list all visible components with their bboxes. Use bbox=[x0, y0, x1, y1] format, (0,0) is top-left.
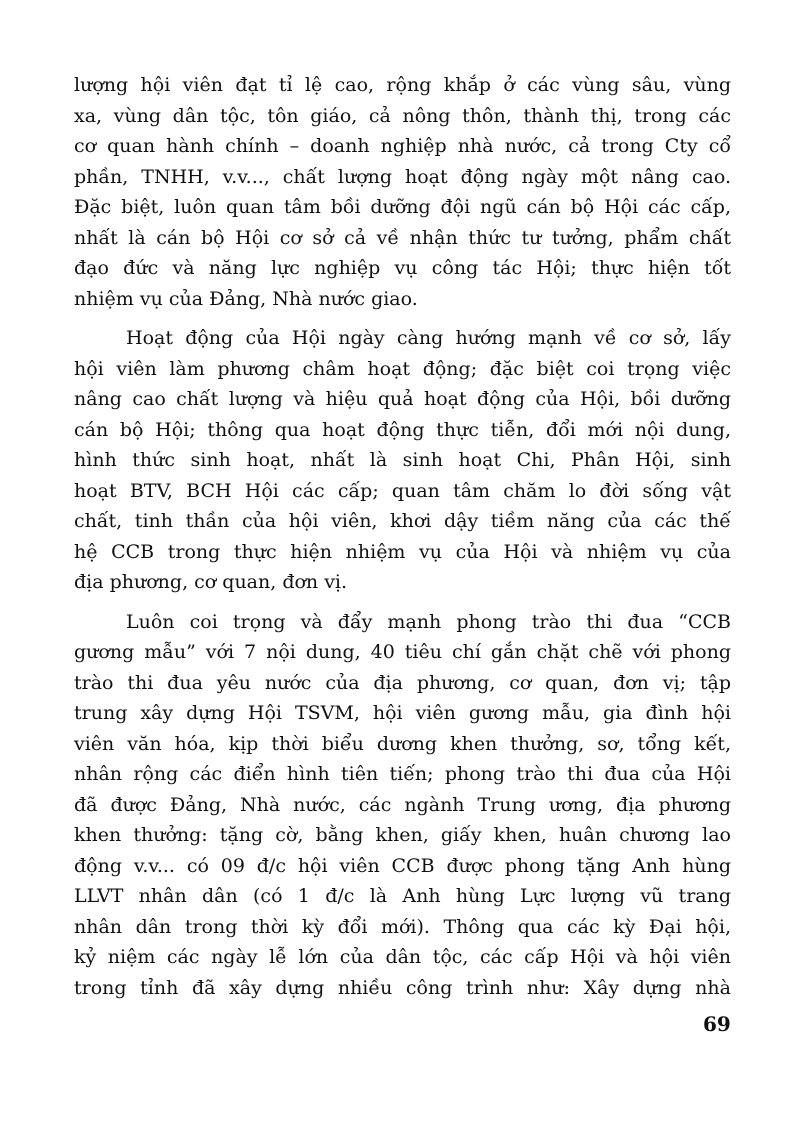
text-line: nhân dân trong thời kỳ đổi mới). Thông qua các kỳ Đại hội, bbox=[74, 915, 731, 938]
text-line: Luôn coi trọng và đẩy mạnh phong trào thi đua “CCB bbox=[126, 610, 731, 633]
text-line: kỷ niệm các ngày lễ lớn của dân tộc, các cấp Hội và hội viên bbox=[74, 946, 731, 968]
paragraph-1 bbox=[74, 70, 731, 314]
text-line: trào thi đua yêu nước của địa phương, cơ quan, đơn vị; tập bbox=[74, 671, 731, 694]
text-line: trong tỉnh đã xây dựng nhiều công trình như: Xây dựng nhà bbox=[74, 976, 731, 999]
text-line: trung xây dựng Hội TSVM, hội viên gương mẫu, gia đình hội bbox=[74, 702, 731, 724]
text-line: gương mẫu” với 7 nội dung, 40 tiêu chí gắn chặt chẽ với phong bbox=[74, 641, 731, 663]
text-line: cơ quan hành chính – doanh nghiệp nhà nước, cả trong Cty cổ bbox=[74, 135, 731, 157]
text-line: LLVT nhân dân (có 1 đ/c là Anh hùng Lực lượng vũ trang bbox=[74, 885, 731, 907]
text-line: nâng cao chất lượng và hiệu quả hoạt động của Hội, bồi dưỡng bbox=[74, 388, 731, 410]
text-line: hoạt BTV, BCH Hội các cấp; quan tâm chăm lo đời sống vật bbox=[74, 479, 731, 502]
text-line: hội viên làm phương châm hoạt động; đặc biệt coi trọng việc bbox=[74, 357, 731, 380]
text-line: viên văn hóa, kịp thời biểu dương khen thưởng, sơ, tổng kết, bbox=[74, 732, 731, 755]
text-line: hình thức sinh hoạt, nhất là sinh hoạt Chi, Phân Hội, sinh bbox=[74, 449, 731, 471]
text-line: nhân rộng các điển hình tiên tiến; phong trào thi đua của Hội bbox=[74, 763, 731, 785]
text-line: đã được Đảng, Nhà nước, các ngành Trung ương, địa phương bbox=[74, 793, 731, 816]
text-line: phần, TNHH, v.v..., chất lượng hoạt động ngày một nâng cao. bbox=[74, 165, 731, 188]
text-line: cán bộ Hội; thông qua hoạt động thực tiễn, đổi mới nội dung, bbox=[74, 418, 731, 441]
text-line: lượng hội viên đạt tỉ lệ cao, rộng khắp ở các vùng sâu, vùng bbox=[74, 74, 731, 96]
text-line: Hoạt động của Hội ngày càng hướng mạnh về cơ sở, lấy bbox=[126, 327, 731, 349]
text-line: khen thưởng: tặng cờ, bằng khen, giấy khen, huân chương lao bbox=[74, 824, 731, 846]
text-line: chất, tinh thần của hội viên, khơi dậy tiềm năng của các thế bbox=[74, 510, 731, 532]
text-line: đạo đức và năng lực nghiệp vụ công tác Hội; thực hiện tốt bbox=[74, 257, 731, 279]
text-line: hệ CCB trong thực hiện nhiệm vụ của Hội và nhiệm vụ của bbox=[74, 540, 731, 563]
paragraph-2 bbox=[74, 323, 731, 598]
page-number: 69 bbox=[703, 1012, 731, 1036]
text-line: xa, vùng dân tộc, tôn giáo, cả nông thôn, thành thị, trong các bbox=[74, 104, 731, 127]
document-body bbox=[74, 70, 731, 1012]
text-line: nhất là cán bộ Hội cơ sở cả về nhận thức tư tưởng, phẩm chất bbox=[74, 226, 731, 249]
text-line: địa phương, cơ quan, đơn vị. bbox=[74, 571, 348, 593]
paragraph-3 bbox=[74, 607, 731, 1004]
text-line: động v.v... có 09 đ/c hội viên CCB được phong tặng Anh hùng bbox=[74, 854, 731, 877]
text-line: nhiệm vụ của Đảng, Nhà nước giao. bbox=[74, 287, 418, 310]
text-line: Đặc biệt, luôn quan tâm bồi dưỡng đội ngũ cán bộ Hội các cấp, bbox=[74, 196, 731, 218]
